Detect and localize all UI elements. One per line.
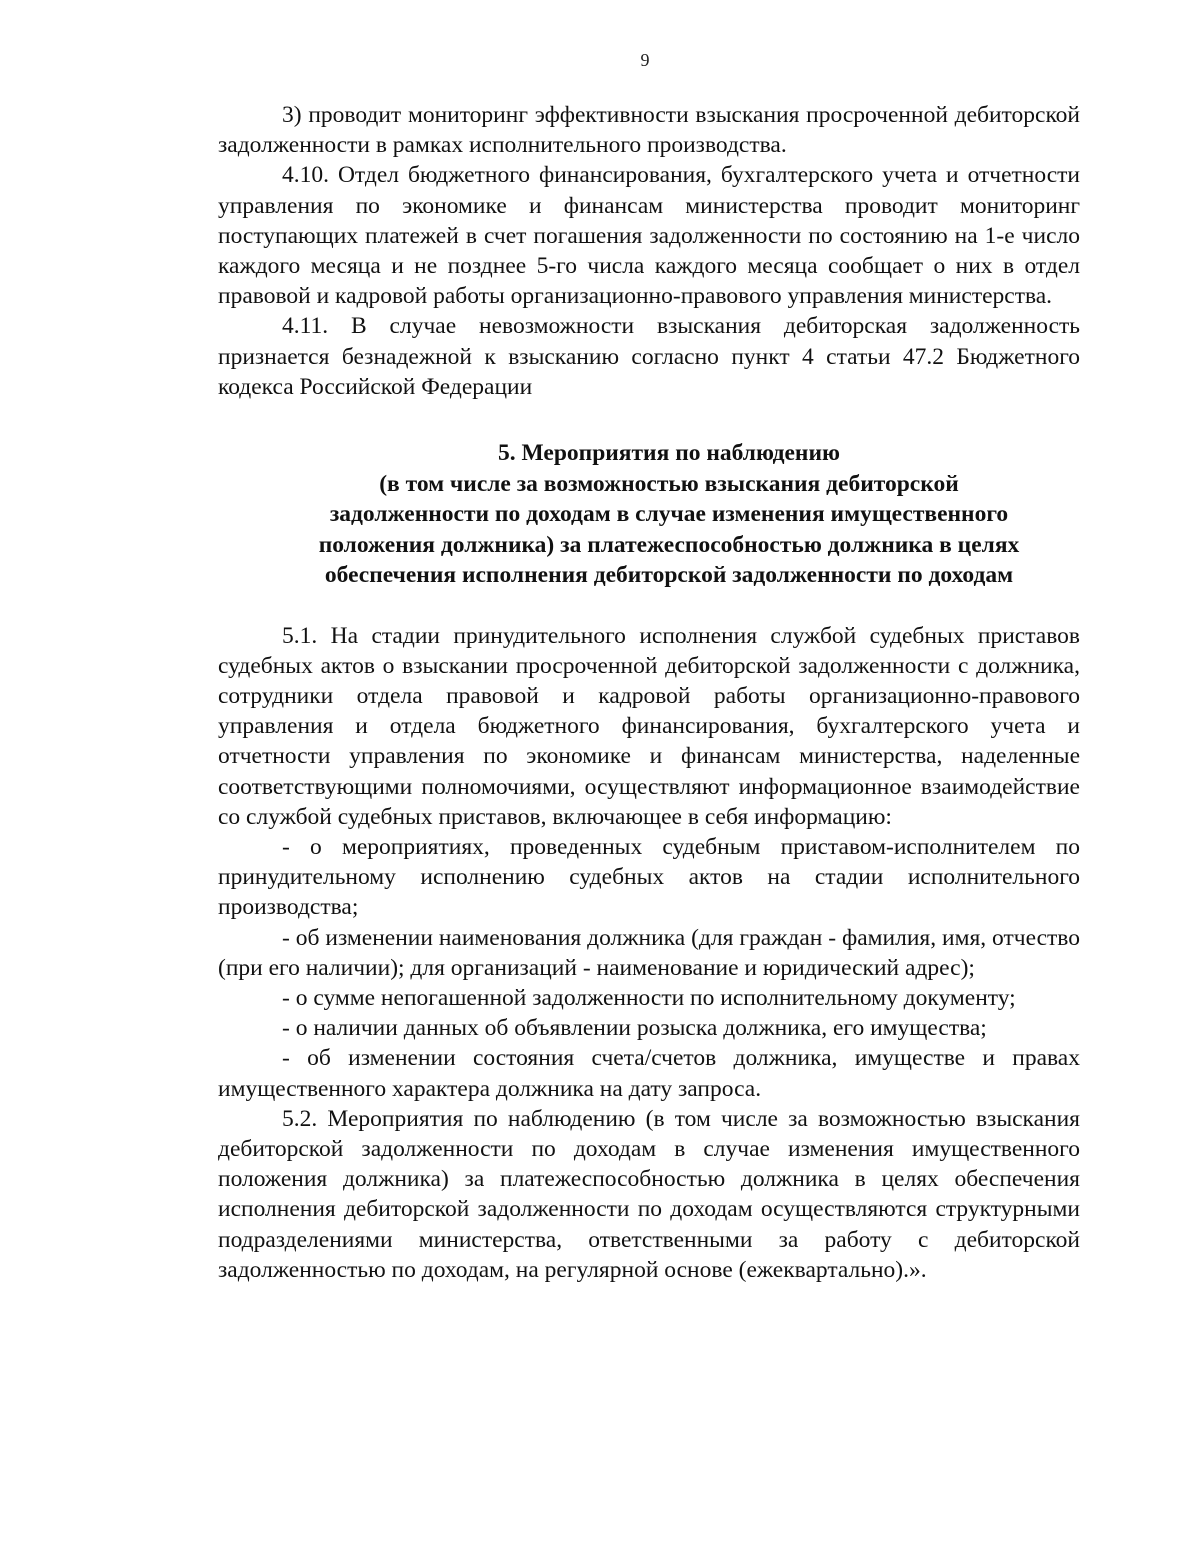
paragraph-4-11: 4.11. В случае невозможности взыскания дебиторская задолженность признается безнадежной к взысканию согласно пункт 4 статьи 47.2 Бюджетного кодекса Российской Федерации <box>218 313 1080 400</box>
heading-line: задолженности по доходам в случае изменения имущественного <box>329 501 1009 528</box>
list-item: - о наличии данных об объявлении розыска должника, его имущества; <box>282 1015 987 1042</box>
list-item: - об изменении наименования должника (для граждан - фамилия, имя, отчество (при его наличии); для организаций - наименование и юридический адрес); <box>218 924 1080 981</box>
heading-line: 5. Мероприятия по наблюдению <box>498 440 840 467</box>
paragraph-item-3: 3) проводит мониторинг эффективности взыскания просроченной дебиторской задолженности в рамках исполнительного производства. <box>218 102 1080 159</box>
document-body <box>218 100 1080 1285</box>
paragraph-5-1: 5.1. На стадии принудительного исполнения службой судебных приставов судебных актов о взыскании просроченной дебиторской задолженности с должника, сотрудники отдела правовой и кадровой работы организационно-правового управления и отдела бюджетного финансирования, бухгалтерского учета и отчетности управления по экономике и финансам министерства, наделенные соответствующими полномочиями, осуществляют информационное взаимодействие со службой судебных приставов, включающее в себя информацию: <box>218 622 1080 830</box>
section-5-heading <box>218 438 1080 591</box>
heading-line: положения должника) за платежеспособностью должника в целях <box>318 531 1020 558</box>
list-item: - о мероприятиях, проведенных судебным приставом-исполнителем по принудительному исполнению судебных актов на стадии исполнительного производства; <box>218 833 1080 921</box>
list-item: - об изменении состояния счета/счетов должника, имуществе и правах имущественного характера должника на дату запроса. <box>218 1045 1080 1102</box>
heading-line: (в том числе за возможностью взыскания дебиторской <box>379 470 959 497</box>
page-number: 9 <box>640 50 650 70</box>
list-item: - о сумме непогашенной задолженности по исполнительному документу; <box>282 984 1016 1011</box>
paragraph-4-10: 4.10. Отдел бюджетного финансирования, бухгалтерского учета и отчетности управления по экономике и финансам министерства проводит мониторинг поступающих платежей в счет погашения задолженности по состоянию на 1-е число каждого месяца и не позднее 5-го числа каждого месяца сообщает о них в отдел правовой и кадровой работы организационно-правового управления министерства. <box>218 162 1080 310</box>
heading-line: обеспечения исполнения дебиторской задолженности по доходам <box>324 562 1014 589</box>
paragraph-5-2: 5.2. Мероприятия по наблюдению (в том числе за возможностью взыскания дебиторской задолженности по доходам в случае изменения имущественного положения должника) за платежеспособностью должника в целях обеспечения исполнения дебиторской задолженности по доходам осуществляются структурными подразделениями министерства, ответственными за работу с дебиторской задолженностью по доходам, на регулярной основе (ежеквартально).». <box>218 1105 1080 1283</box>
